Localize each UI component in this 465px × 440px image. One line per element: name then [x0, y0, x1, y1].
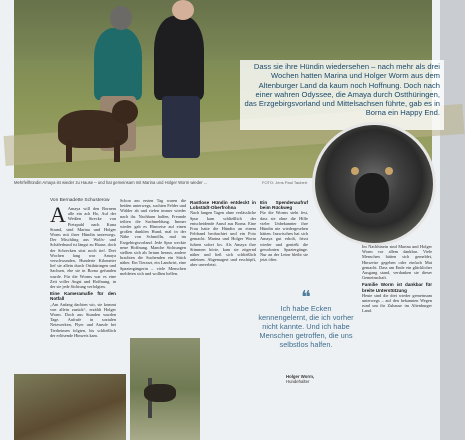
small-photo-dog — [144, 384, 176, 402]
photo-man-legs — [162, 96, 200, 158]
column-3-subhead: Rastlose Hündin entdeckt in Lobstädt-Oberfrohna — [190, 200, 256, 211]
small-photo-dog-walk — [130, 338, 200, 440]
dog-portrait-eye — [385, 167, 393, 175]
photo-man-head — [172, 0, 194, 20]
column-2-text: Schon am ersten Tag waren die beiden unterwegs, suchten Felder und Wälder ab und riefen immer wieder nach ihr. Nachbarn halfen, Freunde teilten die Suchmeldung. Immer wieder gab es Hinweise auf einen großen dunklen Hund, mal in der Nähe von Schmölln, mal im Erzgebirgsvorland. Jede Spur weckte neue Hoffnung. Manche Sichtungen stellten sich als Irrtum heraus, andere brachten die Suchenden ein Stück näher. Ein Tierarzt, ein Landwirt, eine Spaziergängerin – viele Menschen meldeten sich und wollten helfen. — [120, 198, 186, 276]
pull-quote-author: Holger Worm, — [286, 374, 315, 379]
photo-woman-figure — [94, 28, 142, 100]
pull-quote-text: Ich habe Ecken kennengelernt, die ich vorher nicht kannte. Und ich habe Menschen getroffen, die uns selbstlos halfen. — [258, 304, 354, 349]
byline: Von Bernadette Schusterow — [50, 198, 110, 203]
article-column-1 — [50, 202, 116, 338]
column-1-subhead: Eine Kameramafie für den Notfall — [50, 291, 116, 302]
column-5-more: Heute sind die drei wieder gemeinsam unterwegs – auf den bekannten Wegen rund um ihr Zuhause im Altenburger Land. — [362, 292, 432, 314]
photo-credit: FOTO: Jens Paul Taubert — [262, 180, 308, 185]
column-4-subhead: Ein Spendenaufruf beim Rückweg — [260, 200, 308, 211]
photo-man-figure — [154, 16, 204, 100]
pull-quote-author-role: Hundehalter — [286, 379, 310, 384]
dog-portrait-snout — [355, 173, 389, 213]
headline-box: Dass sie ihre Hündin wiedersehen – nach mehr als drei Wochen hatten Marina und Holger Worm aus dem Altenburger Land da kaum noch Hoffnung. Doch nach einer wahren Odyssee, die Amaya durch Ostthüringen, das Erzgebirgsvorland und Mittelsachsen führte, gab es in Borna ein Happy End. — [240, 60, 444, 130]
article-column-5 — [362, 244, 432, 440]
photo-woman-head — [110, 6, 132, 30]
dog-portrait-photo — [312, 122, 436, 246]
photo-caption: Mehrfellhündin Amaya ist wieder zu Hause – und hat gemeinsam mit Marina und Holger Worm wieder ... — [14, 180, 208, 185]
column-4-text: Für die Worms steht fest, dass sie ohne die Hilfe vieler Unbekannter ihre Hündin nie wiedergesehen hätten. Inzwischen hat sich Amaya gut erholt, frisst wieder und genießt die gewohnten Spaziergänge. Nur an der Leine bleibt sie jetzt öfter. — [260, 210, 308, 263]
column-1-more: „Am Anfang dachten wir, sie kommt von allein zurück“, erzählt Holger Worm. Doch aus Stunden wurden Tage. Aufrufe in sozialen Netzwerken, Flyer und Anrufe bei Tierheimen folgten, bis schließlich der erlösende Hinweis kam. — [50, 301, 116, 338]
column-1-lead: Amaya will den Bornem alle ein ach Ho, Auf der Weißen Strecke von Pietzpuhl nach Kuna Strand, sind Marina und Holger Worm mit ihrer Hündin unterwegs. Der Mischling aus Wolfs- und Schäferhund ist längst zu Hause, doch der Schrecken sitzt noch tief. Drei Wochen lang war Amaya verschwunden, Hunderte Kilometer lief sie allein durch Ostthüringen und Sachsen, ehe sie in Borna gefunden wurde. Für die Worms war es eine Zeit voller Angst und Hoffnung, in der sie jede Sichtung verfolgten. — [50, 206, 116, 290]
article-column-4 — [260, 198, 308, 286]
quote-mark-icon: ❝ — [301, 287, 311, 307]
dog-portrait-eye — [351, 167, 359, 175]
photo-dog-leg — [114, 140, 120, 162]
drop-cap: A — [50, 202, 66, 227]
photo-dog-leg — [66, 140, 72, 162]
column-5-text: Im Nachhinein sind Marina und Holger Worm vor allem dankbar. Viele Menschen hätten sich gemeldet, Hinweise gegeben oder einfach Mut gemacht. Dass am Ende ein glücklicher Ausgang stand, verdanken sie dieser Gemeinschaft. — [362, 244, 432, 281]
column-3-text: Nach langen Tagen ohne verlässliche Spur kam schließlich der entscheidende Anruf aus Borna. Eine Frau hatte die Hündin an einem Feldrand beobachtet und ein Foto gemacht. Marina und Holger Worm fuhren sofort los. Als Amaya ihre Stimmen hörte, kam sie zögernd näher und ließ sich schließlich anleinen. Abgemagert und erschöpft, aber unverletzt. — [190, 210, 256, 268]
column-5-subhead: Familie Worm ist dankbar für breite Unterstützung — [362, 282, 432, 293]
photo-dog-head — [112, 100, 138, 124]
article-column-2 — [120, 198, 186, 336]
pull-quote-author-block — [286, 374, 314, 384]
photo-background-hill — [14, 0, 432, 60]
small-photo-forest — [14, 374, 126, 440]
pull-quote — [258, 287, 354, 349]
